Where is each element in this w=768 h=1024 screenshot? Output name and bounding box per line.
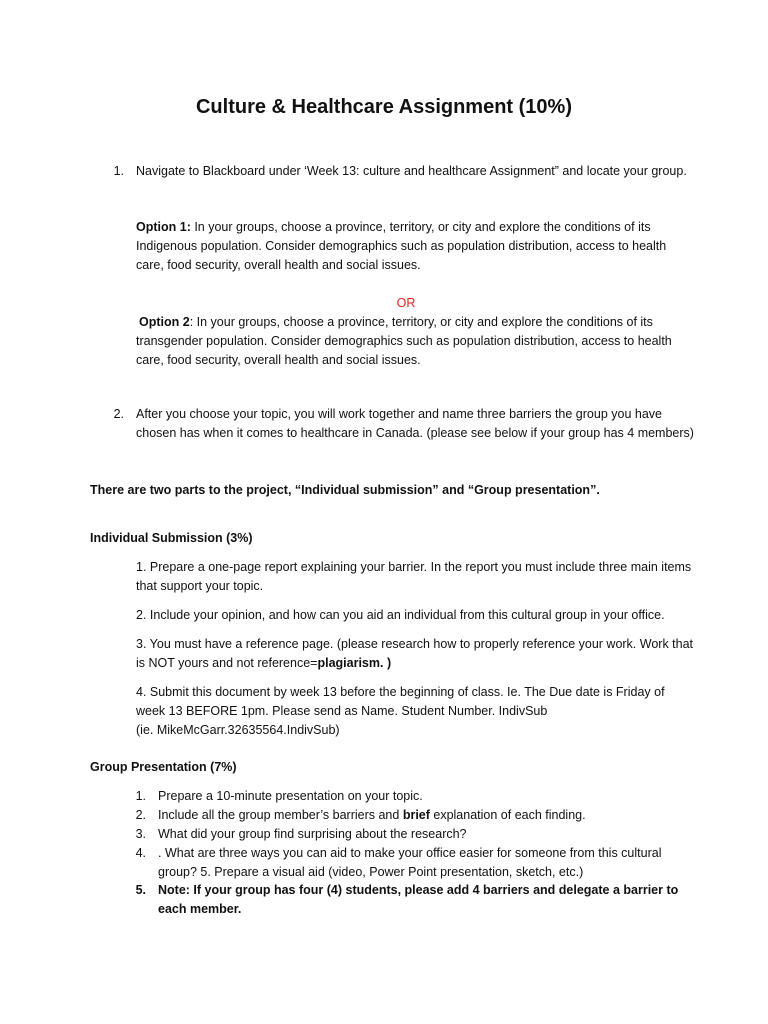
individual-point-4-text: 4. Submit this document by week 13 before the beginning of class. Ie. The Due date is Friday of week 13 BEFORE 1pm. Please send as Name. Student Number. IndivSub xyxy=(136,685,665,718)
group-item-5-text: Note: If your group has four (4) students, please add 4 barriers and delegate a barrier to each member. xyxy=(158,883,679,916)
group-item-1-number: 1. xyxy=(135,789,146,803)
option-1-paragraph xyxy=(136,218,696,275)
group-item-2-number: 2. xyxy=(135,808,146,822)
group-item-4-text: . What are three ways you can aid to make your office easier for someone from this cultural group? 5. Prepare a visual aid (video, Power Point presentation, sketch, etc.) xyxy=(158,846,662,879)
item-2-number: 2. xyxy=(113,407,124,421)
option-1-label: Option 1: xyxy=(136,220,191,234)
page-title: Culture & Healthcare Assignment (10%) xyxy=(195,96,572,118)
individual-submission-heading: Individual Submission (3%) xyxy=(90,531,253,545)
group-presentation-heading: Group Presentation (7%) xyxy=(90,760,237,774)
group-item-2-text-a: Include all the group member’s barriers and xyxy=(158,808,403,822)
group-item-3-number: 3. xyxy=(135,827,146,841)
individual-point-3 xyxy=(136,635,696,673)
group-item-5-number: 5. xyxy=(135,883,146,897)
individual-point-2: 2. Include your opinion, and how can you aid an individual from this cultural group in your office. xyxy=(136,608,665,622)
group-item-1-text: Prepare a 10-minute presentation on your topic. xyxy=(158,789,423,803)
group-item-2-text-c: explanation of each finding. xyxy=(429,808,586,822)
group-item-3-text: What did your group find surprising about the research? xyxy=(158,827,467,841)
group-item-2-text xyxy=(158,806,698,825)
individual-point-3-text: 3. You must have a reference page. (please research how to properly reference your work. Work that is NOT yours and not reference= xyxy=(136,637,694,670)
two-parts-statement: There are two parts to the project, “Individual submission” and “Group presentation”. xyxy=(90,483,600,497)
option-2-text: : In your groups, choose a province, territory, or city and explore the conditions of its transgender population. Consider demographics such as population distribution, access to health care, food security, overall health and social issues. xyxy=(136,315,672,367)
option-2-label: Option 2 xyxy=(139,315,190,329)
group-item-4-number: 4. xyxy=(135,846,146,860)
individual-point-4 xyxy=(136,683,696,740)
item-1-text: Navigate to Blackboard under ‘Week 13: culture and healthcare Assignment” and locate your group. xyxy=(136,164,687,178)
individual-point-4-example: (ie. MikeMcGarr.32635564.IndivSub) xyxy=(136,723,340,737)
or-divider: OR xyxy=(396,296,416,310)
individual-point-1: 1. Prepare a one-page report explaining your barrier. In the report you must include three main items that support your topic. xyxy=(136,560,692,593)
item-2-text: After you choose your topic, you will work together and name three barriers the group you have chosen has when it comes to healthcare in Canada. (please see below if your group has 4 members) xyxy=(136,407,694,440)
item-1-number: 1. xyxy=(113,164,124,178)
option-1-text: In your groups, choose a province, territory, or city and explore the conditions of its Indigenous population. Consider demographics such as population distribution, access to health care, food security, overall health and social issues. xyxy=(136,220,667,272)
option-2-paragraph xyxy=(136,313,696,370)
brief-emphasis: brief xyxy=(402,808,430,822)
plagiarism-emphasis: plagiarism. ) xyxy=(317,656,392,670)
